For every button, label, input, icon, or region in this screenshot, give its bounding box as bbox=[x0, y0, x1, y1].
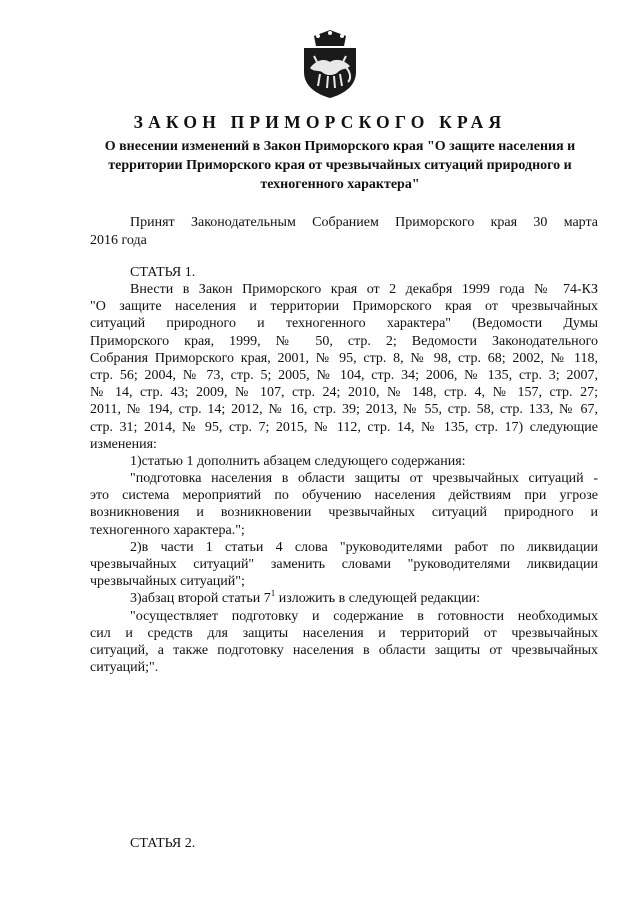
law-subtitle: О внесении изменений в Закон Приморского края "О защите населения и территории Приморского края от чрезвычайных ситуаций природного и техногенного характера" bbox=[104, 139, 576, 192]
text-line: стр. 31; 2014, № 95, стр. 7; 2015, № 112, стр. 14, № 135, стр. 17) следующие bbox=[90, 419, 598, 435]
adopted-line: 2016 года bbox=[90, 233, 147, 248]
superscript: 1 bbox=[270, 590, 276, 598]
text-line: ситуаций;". bbox=[90, 660, 159, 676]
adopted-line: Принят Законодательным Собранием Приморского края 30 марта bbox=[130, 215, 598, 230]
text-line: техногенного характера."; bbox=[90, 522, 245, 538]
text-line: чрезвычайных ситуаций"; bbox=[90, 574, 245, 590]
text-line: "О защите населения и территории Приморского края от чрезвычайных bbox=[90, 299, 598, 315]
text-line: ситуаций природного и техногенного характера" (Ведомости Думы bbox=[90, 316, 598, 332]
text-line bbox=[90, 590, 598, 607]
text-line: Внести в Закон Приморского края от 2 декабря 1999 года № 74-КЗ bbox=[130, 282, 598, 297]
article-1-body bbox=[90, 281, 598, 676]
text-line: "осуществляет подготовку и содержание в готовности необходимых bbox=[130, 608, 598, 624]
text-line: ситуаций, а также подготовку населения в области защиты от чрезвычайных bbox=[90, 642, 598, 658]
text-line: 1)статью 1 дополнить абзацем следующего содержания: bbox=[130, 453, 466, 469]
text-line: это система мероприятий по обучению населения действиям при угрозе bbox=[90, 488, 598, 504]
text-line: 2011, № 194, стр. 14; 2012, № 16, стр. 39; 2013, № 55, стр. 58, стр. 133, № 67, bbox=[90, 402, 598, 418]
item-3-intro-end: изложить в следующей редакции: bbox=[275, 591, 481, 607]
article-2-heading: СТАТЬЯ 2. bbox=[130, 836, 196, 851]
law-title: ЗАКОН ПРИМОРСКОГО КРАЯ bbox=[133, 112, 507, 132]
text-line: чрезвычайных ситуаций" заменить словами "руководителями ликвидации bbox=[90, 557, 598, 572]
text-line: Собрания Приморского края, 2001, № 95, стр. 8, № 98, стр. 68; 2002, № 118, bbox=[90, 350, 598, 366]
text-line: сил и средств для защиты населения и территорий от чрезвычайных bbox=[90, 625, 598, 641]
text-line: стр. 56; 2004, № 73, стр. 5; 2005, № 104, стр. 34; 2006, № 135, стр. 3; 2007, bbox=[90, 367, 598, 383]
text-line: изменения: bbox=[90, 436, 157, 452]
article-1-heading: СТАТЬЯ 1. bbox=[130, 265, 196, 280]
coat-of-arms-icon bbox=[300, 28, 360, 100]
text-line: возникновения и возникновении чрезвычайных ситуаций природного и bbox=[90, 505, 598, 521]
text-line: № 14, стр. 43; 2009, № 107, стр. 24; 2010, № 148, стр. 4, № 157, стр. 27; bbox=[90, 385, 598, 401]
text-line: 2)в части 1 статьи 4 слова "руководителями работ по ликвидации bbox=[130, 539, 598, 555]
item-3-intro: 3)абзац второй статьи 7 bbox=[130, 591, 271, 607]
text-line: "подготовка населения в области защиты от чрезвычайных ситуаций - bbox=[130, 471, 598, 487]
text-line: Приморского края, 1999, № 50, стр. 2; Ведомости Законодательного bbox=[90, 333, 598, 349]
